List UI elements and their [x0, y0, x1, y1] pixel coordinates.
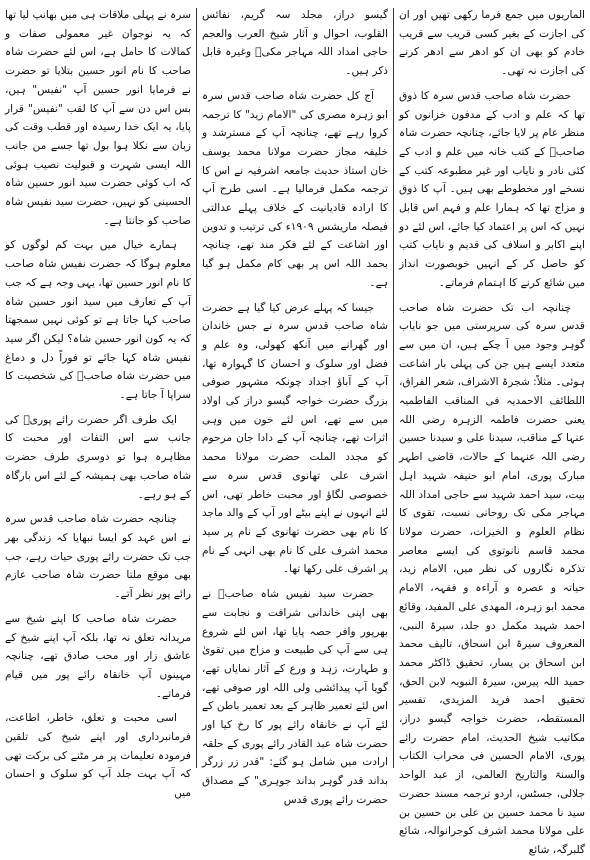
paragraph: آج کل حضرت شاہ صاحب قدس سرہ ابو زہرہ مصری کی "الامام زید" کا ترجمہ کروا رہے تھے، چنانچہ آپ کے مسترشد و خلیفہ مجاز حضرت مولانا محمد یوسف خان استاذ حدیث جامعہ اشرفیہ نے اس کا ترجمہ مکمل فرمالیا ہے۔ اسی طرح آپ کا ارادہ قادیانیت کے خلاف پہلے عدالتی فیصلہ ماریشس ۱۹۰۹ء کی ترتیب و تدوین اور اشاعت کے لئے فکر مند تھے، چنانچہ بحمد اللہ اس پر بھی کام مکمل ہو گیا ہے۔ — [202, 89, 388, 289]
paragraph: سرہ نے پہلی ملاقات ہی میں بھانپ لیا تھا کہ یہ نوجوان غیر معمولی صفات و کمالات کا حامل ہے، اس لئے حضرت شاہ صاحب کا نام انور حسین بتلایا تو حضرت نے فرمایا انور حسین آپ "نفیس" ہیں، بس اس دن سے آپ کا لقب "نفیس" قرار پایا، یہ ایک خدا رسیدہ اور قطب وقت کی زبان سے نکلا ہوا بول تھا جسے من جانب اللہ ایسی شہرت و قبولیت نصیب ہوئی کہ اب کوئی حضرت سید انور حسین شاہ الحسینی کو نہیں، حضرت سید نفیس شاہ صاحب کو جانتا ہے۔ — [5, 9, 191, 227]
paragraph: ایک طرف اگر حضرت رائے پوریؒ کی جانب سے اس التفات اور محبت کا مظاہرہ ہوا تو دوسری طرف حضرت شاہ صاحب بھی ہمیشہ کے لئے اس بارگاہ کے ہو رہے۔ — [5, 413, 191, 501]
paragraph: حضرت شاہ صاحب قدس سرہ کا ذوق تھا کہ علم و ادب کے مدفون خزانوں کو منظر عام پر لایا جائے، چنانچہ حضرت شاہ صاحبؒ کے کتب خانہ میں علم و ادب کے کئی نادر و نایاب اور غیر مطبوعہ کتب کے نسخے اور مخطوطے بھی ہیں۔ آپ کا ذوق و مزاج تھا کہ ہمارا علم و فہم اس قابل نہیں کہ اس پر اعتماد کیا جائے، اس لئے دو اپنے اکابر و اسلاف کی قدیم و نایاب کتب کو حاصل کر کے انہیں خوبصورت انداز میں شائع کرنے کا اہتمام فرماتے۔ — [399, 89, 585, 289]
paragraph: الماریوں میں جمع فرما رکھی تھیں اور ان کی اجازت کے بغیر کسی قریب سے قریب خادم کو بھی ان کو ادھر سے ادھر کرنے کی اجازت نہ تھی۔ — [399, 9, 585, 78]
paragraph: حضرت شاہ صاحب کا اپنے شیخ سے مریدانہ تعلق نہ تھا، بلکہ آپ اپنے شیخ کے عاشق زار اور محب صادق تھے، چنانچہ مہینوں آپ خانقاہ رائے پور میں قیام فرماتے۔ — [5, 612, 191, 700]
document-page — [4, 6, 585, 856]
paragraph: گیسو دراز، مجلد سہ گریم، نفائس القلوب، احوال و آثار شیخ العرب والعجم حاجی امداد اللہ مہاجر مکیؒ وغیرہ قابل ذکر ہیں۔ — [202, 9, 388, 78]
column-divider — [196, 8, 197, 768]
paragraph: چنانچہ اب تک حضرت شاہ صاحب قدس سرہ کی سرپرستی میں جو نایاب گوہر وجود میں آ چکے ہیں، ان میں سے متعدد ایسے ہیں جن کی پہلی بار اشاعت ہوئی۔ مثلاً: شجرۃ الاشراف، شعر الفراق، اللطائف الاحمدیہ فی المناقب الفاطمیہ یعنی حضرت فاطمہ الزہرہ رضی اللہ عنہا کے مناقب، سیدنا علی و سیدنا حسین رضی اللہ عنہما کے حالات، قاضی اطہر مبارک پوری، امام ابو حنیفہ شہید اہل بیت، سید احمد شہید سے حاجی امداد اللہ مہاجر مکی تک روحانی نسبت، تقوی کا نظام العلوم و الخیرات، حضرت مولانا محمد قاسم نانوتوی کی ایسے معاصر تذکرہ نگاروں کی نظر میں، الامام زید، حیاتہ و عصرہ و آراءہ و فقہہ، الامام محمد ابو زہرہ، المهدی علی المفید، وقائع احمد شہید مکمل دو جلد، سیرۃ النبی، المعروف سیرۃ ابن اسحاق، تالیف محمد ابن اسحاق بن یسار، تحقیق ڈاکٹر محمد حمید اللہ پیرس، سیرۃ النبویہ لابن الحق، تحقیق احمد فرید المزیدی، تفسیر المستقطہ، حضرت خواجہ گیسو دراز، مکاتیب شیخ الحدیث، امام حضرت رائے پوری، الامام الحسین فی محراب الکتاب والسنۃ والتاریخ العالمی، از عبد الواحد جلالی، جسٹس، اردو ترجمہ مسند حضرت سید نا محمد حسین بن علی بن حسین بن علی مولانا محمد اشرف کوجرانوالہ، شائع گلبرگہ، شائع — [399, 301, 585, 856]
paragraph: ہمارے خیال میں بہت کم لوگوں کو معلوم ہوگا کہ حضرت نفیس شاہ صاحب کا نام انور حسین تھا، یہی وجہ ہے کہ جب آپ کے تعارف میں سید انور حسین شاہ صاحب کہا جاتا ہے تو کوئی نہیں سمجھتا کہ یہ کون انور حسین شاہ؟ لیکن اگر سید نفیس شاہ کہا جائے تو فوراً دل و دماغ میں حضرت شاہ صاحبؒ کی شخصیت کا سراپا آ جاتا ہے۔ — [4, 239, 191, 402]
text-column-middle — [202, 6, 388, 806]
text-column-left — [4, 6, 191, 800]
text-column-right — [399, 6, 585, 856]
paragraph: حضرت سید نفیس شاہ صاحبؒ نے بھی اپنی خاندانی شرافت و نجابت سے بھرپور وافر حصہ پایا تھا، اس لئے شروع ہی سے آپ کی طبیعت و مزاج میں تقویٰ و طہارت، زہد و ورع کے آثار نمایاں تھے، گویا آپ پیدائشی ولی اللہ اور صوفی تھے، اس لئے تعمیر ظاہر کے بعد تعمیر باطن کے لئے آپ نے خانقاہ رائے پور کا رخ کیا اور حضرت شاہ عبد القادر رائے پوری کے حلقہ ارادت میں شامل ہو گئے: "قدر زر زرگر بداند قدر گوہر بداند جوہری" کے مصداق حضرت رائے پوری قدس — [202, 588, 388, 806]
paragraph: جیسا کہ پہلے عرض کیا گیا ہے حضرت شاہ صاحب قدس سرہ نے جس خاندان اور گھرانے میں آنکھ کھولی، وہ علم و فضل اور سلوک و احسان کا گہوارہ تھا، آپ کے آباؤ اجداد چونکہ مشہور صوفی بزرگ حضرت خواجہ گیسو دراز کی اولاد میں سے تھے، اس لئے خون میں وہی اثرات تھے، چنانچہ آپ کے دادا جان مرحوم کو مجدد الملت حضرت مولانا محمد اشرف علی تھانوی قدس سرہ سے خصوصی لگاؤ اور محبت خاطر تھی، اس لئے انہوں نے اپنے بیٹے اور آپ کے والد ماجد کا نام بھی حضرت تھانوی کے نام پر سید محمد اشرف علی کا نام بھی انہی کے نام پر اشرف علی رکھا تھا۔ — [202, 301, 388, 576]
paragraph: اسی محبت و تعلق، خاطر، اطاعت، فرمانبرداری اور اپنے شیخ کی تلقین فرمودہ تعلیمات پر مر مٹنے کی برکت تھی کہ آپ بہت جلد آپ کو سلوک و احسان میں — [5, 712, 191, 800]
column-divider — [393, 8, 394, 768]
paragraph: چنانچہ حضرت شاہ صاحب قدس سرہ نے اس عہد کو ایسا نبھایا کہ زندگی بھر جب تک حضرت رائے پوری حیات رہے، جب بھی موقع ملتا حضرت شاہ صاحب عازم رائے پور نظر آتے۔ — [5, 513, 191, 601]
